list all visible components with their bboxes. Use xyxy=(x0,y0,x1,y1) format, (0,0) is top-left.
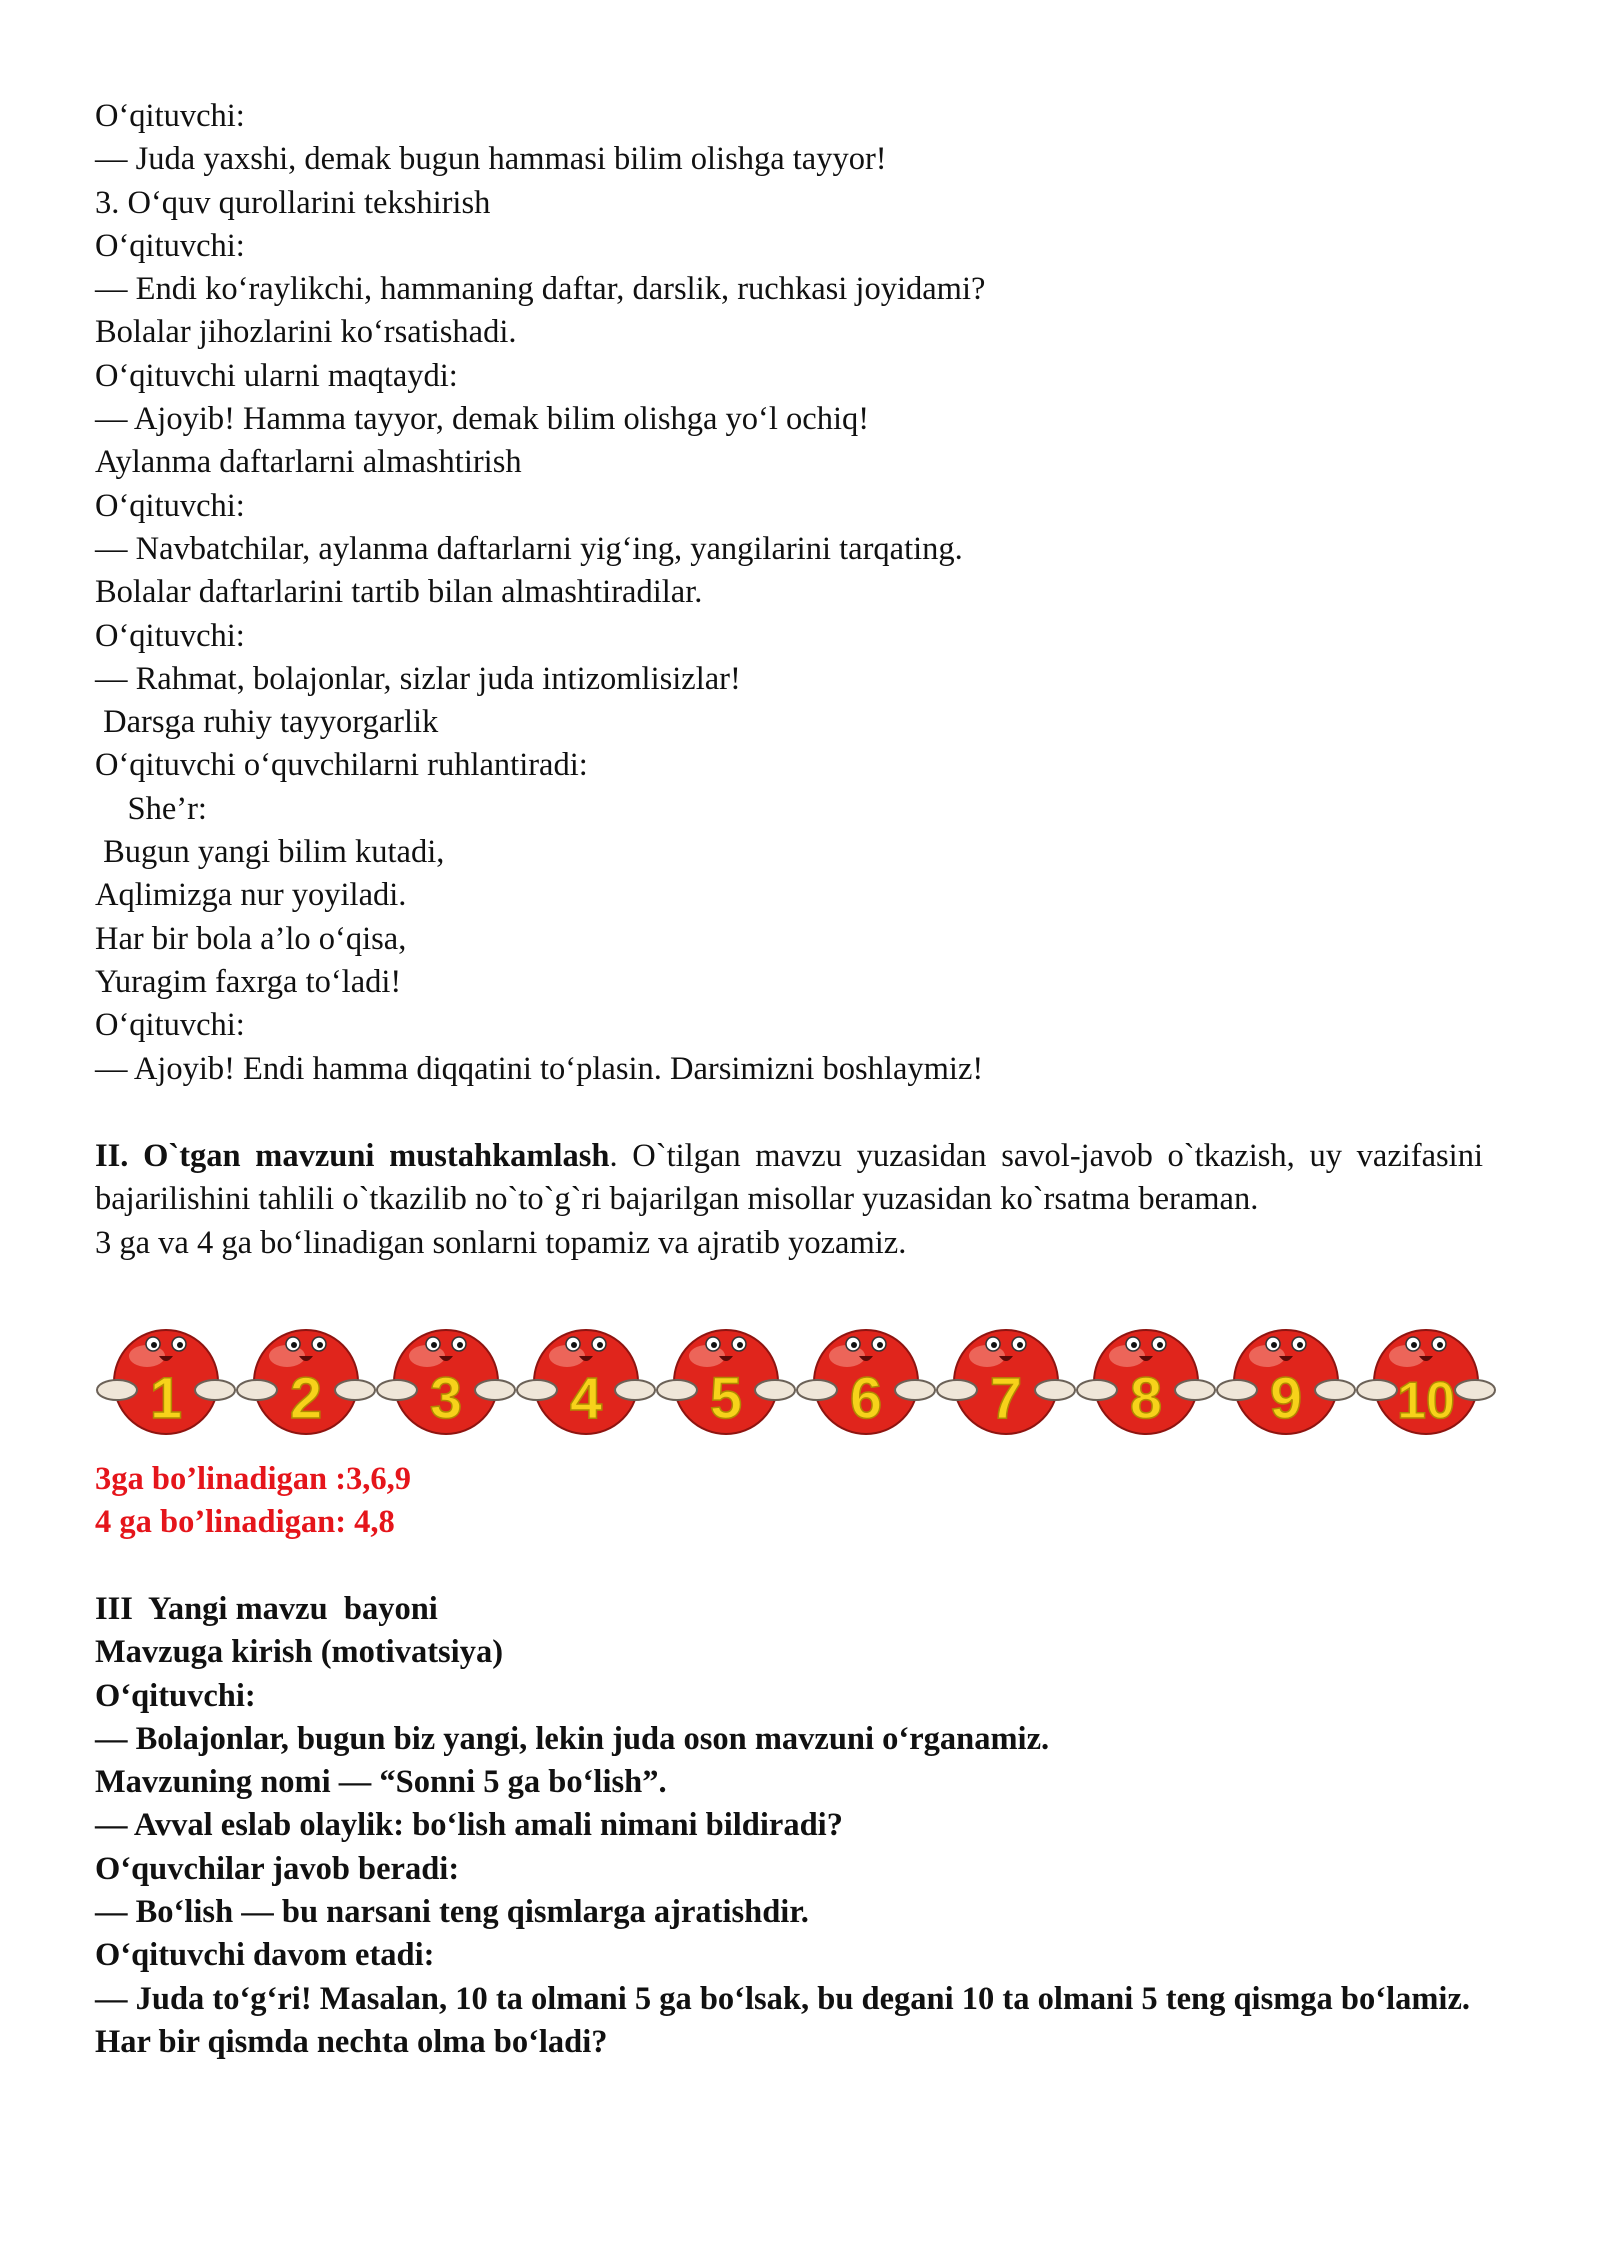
task-text: 3 ga va 4 ga bo‘linadigan sonlarni topamiz va ajratib yozamiz. xyxy=(95,1224,907,1261)
text-line: — Avval eslab olaylik: bo‘lish amali nimani bildiradi? xyxy=(95,1807,843,1844)
text-line: O‘quvchilar javob beradi: xyxy=(95,1850,460,1887)
text-line: — Ajoyib! Hamma tayyor, demak bilim olishga yo‘l ochiq! xyxy=(95,401,870,438)
ball-number: 6 xyxy=(849,1366,883,1431)
text-line: 3. O‘quv qurollarini tekshirish xyxy=(95,184,491,221)
text-line: — Navbatchilar, aylanma daftarlarni yig‘ing, yangilarini tarqating. xyxy=(95,530,963,567)
ball-number: 2 xyxy=(289,1366,323,1431)
number-ball-6 xyxy=(795,1320,937,1450)
number-ball-4 xyxy=(515,1320,657,1450)
text-line: — Endi ko‘raylikchi, hammaning daftar, darslik, ruchkasi joyidami? xyxy=(95,271,986,308)
review-body: . O`tilgan mavzu yuzasidan savol-javob o`tkazish, uy vazifasini bajarilishini tahlili o`tkazilib no`to`g`ri bajarilgan misollar yuzasidan ko`rsatma beraman. xyxy=(95,1138,1483,1218)
ball-number: 5 xyxy=(709,1366,743,1431)
text-line: — Ajoyib! Endi hamma diqqatini to‘plasin. Darsimizni boshlaymiz! xyxy=(95,1050,984,1087)
ball-number: 10 xyxy=(1397,1372,1455,1430)
number-ball-2 xyxy=(235,1320,377,1450)
new-topic-section xyxy=(95,1588,1483,2064)
text-line: O‘qituvchi: xyxy=(95,1007,245,1044)
text-line: Bolalar jihozlarini ko‘rsatishadi. xyxy=(95,314,517,351)
ball-number: 4 xyxy=(569,1366,603,1431)
answers-block xyxy=(95,1458,1483,1545)
number-ball-8 xyxy=(1075,1320,1217,1450)
number-ball-3 xyxy=(375,1320,517,1450)
text-line: Bolalar daftarlarini tartib bilan almashtiradilar. xyxy=(95,574,703,611)
answer-divisible-by-3: 3ga bo’linadigan :3,6,9 xyxy=(95,1461,412,1497)
dialogue-section xyxy=(95,95,1483,1091)
text-line: O‘qituvchi: xyxy=(95,487,245,524)
ball-number: 1 xyxy=(149,1366,183,1431)
text-line: O‘qituvchi: xyxy=(95,1677,256,1714)
ball-number: 7 xyxy=(989,1366,1023,1431)
text-line: — Bo‘lish — bu narsani teng qismlarga ajratishdir. xyxy=(95,1894,809,1931)
ball-number: 3 xyxy=(429,1366,463,1431)
text-line: O‘qituvchi ularni maqtaydi: xyxy=(95,357,458,394)
text-line: Darsga ruhiy tayyorgarlik xyxy=(95,704,439,741)
number-ball-10 xyxy=(1355,1320,1497,1450)
text-line: Mavzuga kirish (motivatsiya) xyxy=(95,1634,504,1671)
text-line: O‘qituvchi davom etadi: xyxy=(95,1937,435,1974)
review-paragraph xyxy=(95,1135,1483,1222)
review-section xyxy=(95,1135,1483,1265)
text-line: O‘qituvchi: xyxy=(95,227,245,264)
text-line: — Juda yaxshi, demak bugun hammasi bilim olishga tayyor! xyxy=(95,141,887,178)
text-line: — Rahmat, bolajonlar, sizlar juda intizomlisizlar! xyxy=(95,660,741,697)
text-line: O‘qituvchi o‘quvchilarni ruhlantiradi: xyxy=(95,747,588,784)
poem-title: She’r: xyxy=(95,790,207,827)
ball-number: 8 xyxy=(1129,1366,1163,1431)
poem-line: Yuragim faxrga to‘ladi! xyxy=(95,963,402,1000)
text-line: Har bir qismda nechta olma bo‘ladi? xyxy=(95,2023,608,2060)
text-paragraph: — Juda to‘g‘ri! Masalan, 10 ta olmani 5 ga bo‘lsak, bu degani 10 ta olmani 5 teng qismga bo‘lamiz. xyxy=(95,1980,1471,2017)
number-ball-7 xyxy=(935,1320,1077,1450)
number-ball-1 xyxy=(95,1320,237,1450)
text-line: O‘qituvchi: xyxy=(95,617,245,654)
text-line: Aylanma daftarlarni almashtirish xyxy=(95,444,522,481)
section-heading: III Yangi mavzu bayoni xyxy=(95,1591,438,1627)
poem-line: Aqlimizga nur yoyiladi. xyxy=(95,877,407,914)
answer-divisible-by-4: 4 ga bo’linadigan: 4,8 xyxy=(95,1504,395,1541)
text-line: Mavzuning nomi — “Sonni 5 ga bo‘lish”. xyxy=(95,1764,667,1801)
text-line: — Bolajonlar, bugun biz yangi, lekin juda oson mavzuni o‘rganamiz. xyxy=(95,1720,1050,1757)
ball-number: 9 xyxy=(1269,1366,1303,1431)
poem-line: Bugun yangi bilim kutadi, xyxy=(95,834,445,871)
number-ball-5 xyxy=(655,1320,797,1450)
number-balls-illustration xyxy=(95,1320,1515,1450)
number-ball-9 xyxy=(1215,1320,1357,1450)
text-line: O‘qituvchi: xyxy=(95,98,245,134)
section-heading: II. O`tgan mavzuni mustahkamlash xyxy=(95,1138,610,1174)
poem-line: Har bir bola a’lo o‘qisa, xyxy=(95,920,407,957)
